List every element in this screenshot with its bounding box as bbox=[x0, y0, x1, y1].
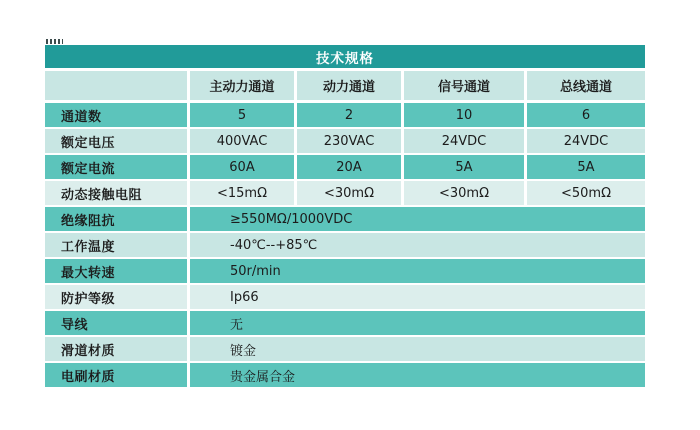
value-cell: <50mΩ bbox=[527, 181, 645, 205]
row-label: 通道数 bbox=[45, 103, 187, 127]
column-header-row bbox=[45, 71, 645, 100]
spec-table bbox=[45, 45, 645, 389]
table-row bbox=[45, 363, 645, 387]
value-cell: 24VDC bbox=[527, 129, 645, 153]
merged-value-cell: 镀金 bbox=[190, 337, 645, 361]
value-cell: <30mΩ bbox=[404, 181, 524, 205]
column-header: 动力通道 bbox=[297, 71, 401, 100]
value-cell: 230VAC bbox=[297, 129, 401, 153]
row-label: 最大转速 bbox=[45, 259, 187, 283]
value-cell: 60A bbox=[190, 155, 294, 179]
value-cell: <15mΩ bbox=[190, 181, 294, 205]
value-cell: 400VAC bbox=[190, 129, 294, 153]
row-label: 导线 bbox=[45, 311, 187, 335]
table-row bbox=[45, 155, 645, 179]
merged-value-cell: 贵金属合金 bbox=[190, 363, 645, 387]
value-cell: 10 bbox=[404, 103, 524, 127]
row-label: 滑道材质 bbox=[45, 337, 187, 361]
table-title-bar bbox=[45, 45, 645, 68]
value-cell: 5A bbox=[527, 155, 645, 179]
table-title: 技术规格 bbox=[316, 50, 374, 67]
column-header: 总线通道 bbox=[527, 71, 645, 100]
table-row bbox=[45, 259, 645, 283]
table-row bbox=[45, 311, 645, 335]
merged-value-cell: ≥550MΩ/1000VDC bbox=[190, 207, 645, 231]
row-label: 工作温度 bbox=[45, 233, 187, 257]
value-cell: 20A bbox=[297, 155, 401, 179]
merged-value-cell: 无 bbox=[190, 311, 645, 335]
table-row bbox=[45, 233, 645, 257]
row-label: 额定电流 bbox=[45, 155, 187, 179]
row-label: 额定电压 bbox=[45, 129, 187, 153]
merged-value-cell: 50r/min bbox=[190, 259, 645, 283]
table-row bbox=[45, 285, 645, 309]
corner-cell bbox=[45, 71, 187, 100]
merged-value-cell: -40℃--+85℃ bbox=[190, 233, 645, 257]
value-cell: 6 bbox=[527, 103, 645, 127]
value-cell: 24VDC bbox=[404, 129, 524, 153]
row-label: 电刷材质 bbox=[45, 363, 187, 387]
column-header: 主动力通道 bbox=[190, 71, 294, 100]
table-row bbox=[45, 207, 645, 231]
value-cell: 5A bbox=[404, 155, 524, 179]
table-row bbox=[45, 129, 645, 153]
table-row bbox=[45, 181, 645, 205]
table-row bbox=[45, 337, 645, 361]
column-header: 信号通道 bbox=[404, 71, 524, 100]
row-label: 绝缘阻抗 bbox=[45, 207, 187, 231]
merged-value-cell: Ip66 bbox=[190, 285, 645, 309]
table-row bbox=[45, 103, 645, 127]
row-label: 动态接触电阻 bbox=[45, 181, 187, 205]
row-label: 防护等级 bbox=[45, 285, 187, 309]
value-cell: <30mΩ bbox=[297, 181, 401, 205]
value-cell: 5 bbox=[190, 103, 294, 127]
value-cell: 2 bbox=[297, 103, 401, 127]
crop-artifact-mark bbox=[46, 39, 63, 44]
